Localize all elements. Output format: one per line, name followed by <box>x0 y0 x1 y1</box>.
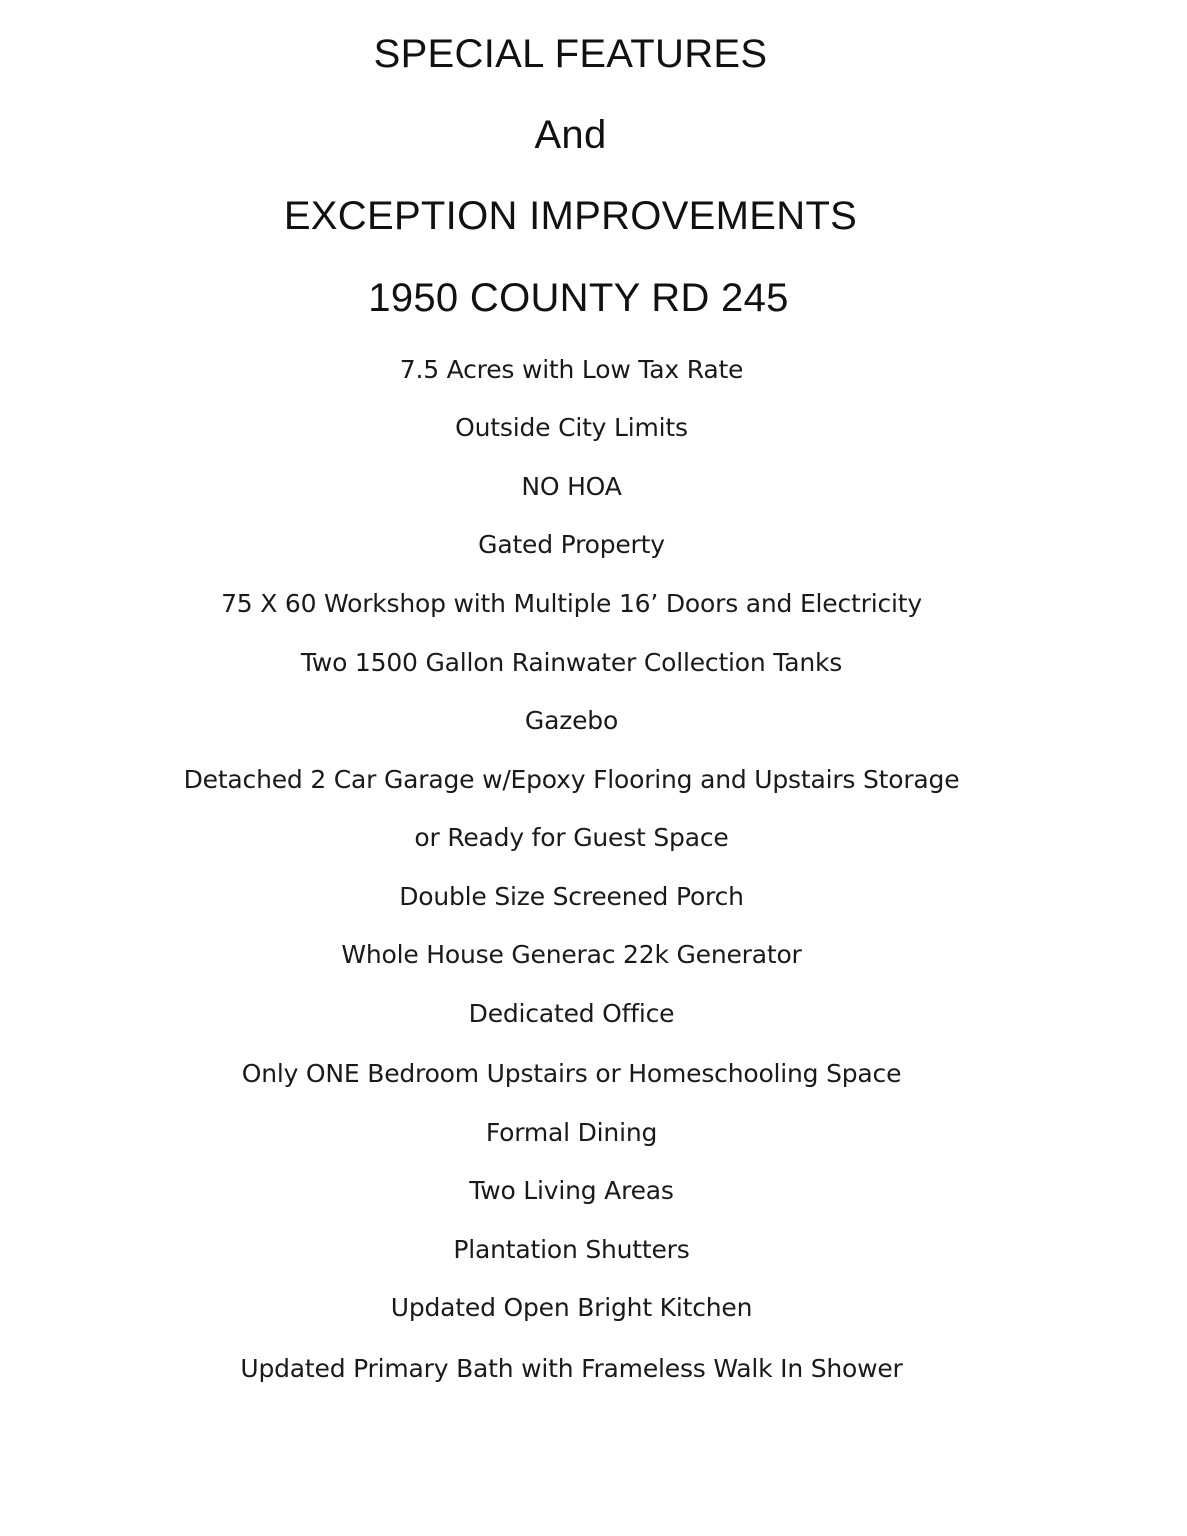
title-special-features: SPECIAL FEATURES <box>373 32 768 76</box>
feature-item: Updated Open Bright Kitchen <box>390 1293 753 1322</box>
title-and: And <box>534 113 607 157</box>
feature-item: Detached 2 Car Garage w/Epoxy Flooring and Upstairs Storage <box>183 765 960 794</box>
feature-item: Updated Primary Bath with Frameless Walk In Shower <box>240 1354 903 1383</box>
feature-item: NO HOA <box>521 472 622 501</box>
feature-item: Double Size Screened Porch <box>399 882 744 911</box>
feature-item: Gazebo <box>524 706 619 735</box>
feature-item: Gated Property <box>478 530 665 559</box>
feature-item: Whole House Generac 22k Generator <box>341 940 802 969</box>
feature-item: Two Living Areas <box>469 1176 674 1205</box>
feature-item: 7.5 Acres with Low Tax Rate <box>399 355 744 384</box>
title-exception-improvements: EXCEPTION IMPROVEMENTS <box>283 194 858 238</box>
feature-item: Only ONE Bedroom Upstairs or Homeschooling Space <box>241 1059 902 1088</box>
feature-item: or Ready for Guest Space <box>414 823 729 852</box>
feature-item: Two 1500 Gallon Rainwater Collection Tanks <box>300 648 843 677</box>
feature-item: 75 X 60 Workshop with Multiple 16’ Doors and Electricity <box>221 589 922 618</box>
title-address: 1950 COUNTY RD 245 <box>368 276 789 320</box>
feature-item: Dedicated Office <box>468 999 675 1028</box>
feature-item: Formal Dining <box>485 1118 658 1147</box>
feature-item: Plantation Shutters <box>453 1235 690 1264</box>
feature-item: Outside City Limits <box>455 413 688 442</box>
